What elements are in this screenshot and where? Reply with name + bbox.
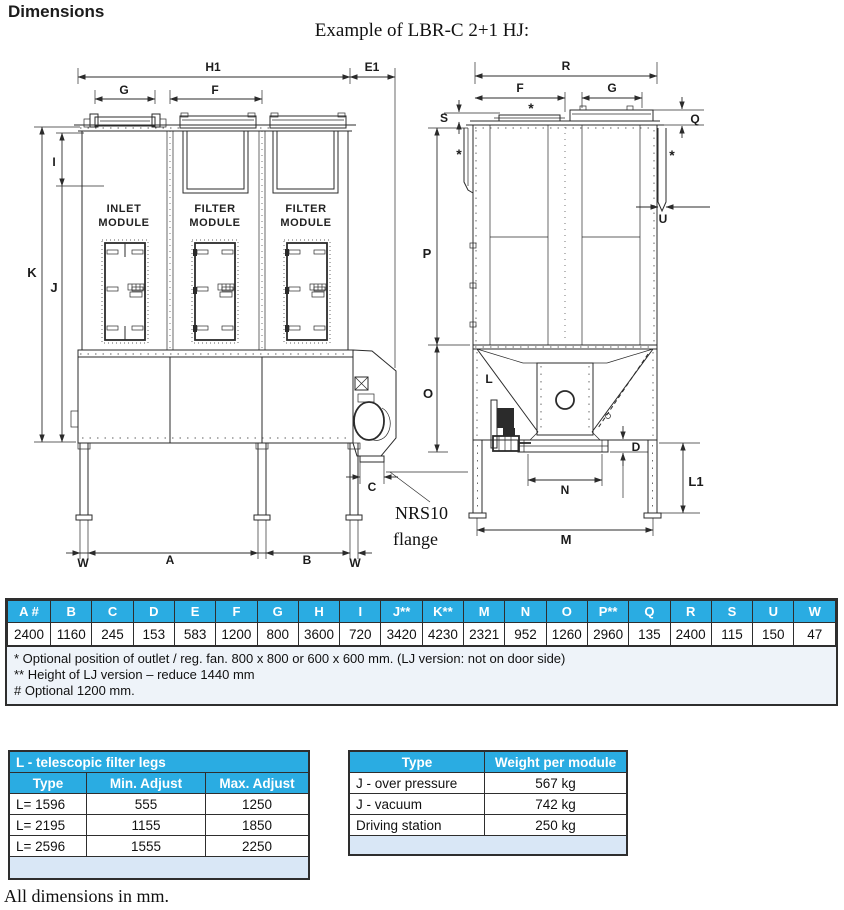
value-cell: 3420 (381, 623, 422, 646)
value-cell: Driving station (349, 815, 485, 836)
value-cell: 47 (794, 623, 836, 646)
table-row (9, 751, 309, 773)
col-header: Q (629, 601, 670, 623)
value-cell: 4230 (422, 623, 463, 646)
module-label-inlet-1: INLET (106, 203, 142, 215)
col-header: S (711, 601, 752, 623)
empty-cell (9, 857, 309, 880)
module-label-filter2-2: MODULE (280, 217, 332, 229)
value-cell: 1200 (216, 623, 257, 646)
value-cell: 1260 (546, 623, 587, 646)
col-header: E (174, 601, 215, 623)
dim-label-o: O (422, 386, 434, 401)
dim-label-f2: F (516, 81, 524, 95)
module-label-filter1-2: MODULE (189, 217, 241, 229)
value-cell: 2400 (8, 623, 51, 646)
value-cell: 1160 (51, 623, 92, 646)
col-header: Type (9, 773, 87, 794)
dim-label-d: D (631, 440, 641, 454)
dim-label-h1: H1 (205, 60, 221, 74)
col-header: H (298, 601, 339, 623)
value-cell: 1850 (206, 815, 310, 836)
value-cell: 115 (711, 623, 752, 646)
value-cell: 1250 (206, 794, 310, 815)
side-view (423, 59, 710, 547)
empty-cell (349, 836, 627, 856)
dim-label-c: C (367, 480, 377, 494)
col-header: G (257, 601, 298, 623)
side-view-dimensions (428, 62, 710, 536)
dim-label-g2: G (607, 81, 617, 95)
value-cell: 250 kg (485, 815, 628, 836)
value-cell: 2250 (206, 836, 310, 857)
nrs10-callout-line1: NRS10 (395, 503, 449, 523)
dim-label-l1: L1 (688, 474, 704, 489)
dim-label-l: L (485, 372, 493, 386)
col-header: C (92, 601, 133, 623)
side-view-labels (423, 59, 704, 547)
col-header: R (670, 601, 711, 623)
col-header: P** (587, 601, 628, 623)
col-header: M (464, 601, 505, 623)
col-header: Weight per module (485, 751, 628, 773)
value-cell: 150 (753, 623, 794, 646)
drive-unit (491, 400, 531, 451)
table-row (9, 773, 309, 794)
asterisk-left-flap: * (456, 146, 462, 162)
dim-label-r: R (561, 59, 571, 73)
front-view-dimensions (34, 68, 468, 559)
table-row (9, 857, 309, 880)
dim-label-u: U (658, 212, 668, 226)
value-cell: 800 (257, 623, 298, 646)
dim-label-k: K (27, 265, 37, 280)
side-view-structure (464, 106, 666, 518)
dim-label-a: A (165, 553, 175, 567)
table-row (349, 751, 627, 773)
dim-label-j: J (50, 280, 58, 295)
value-cell: L= 1596 (9, 794, 87, 815)
dim-label-b: B (302, 553, 312, 567)
value-cell: J - vacuum (349, 794, 485, 815)
value-cell: 952 (505, 623, 546, 646)
col-header: F (216, 601, 257, 623)
legs (76, 443, 362, 520)
dim-label-f: F (211, 83, 219, 97)
dimensions-table-block (5, 598, 838, 706)
door-module-3 (284, 240, 330, 343)
col-header: J** (381, 601, 422, 623)
value-cell: L= 2596 (9, 836, 87, 857)
telescopic-legs-table (8, 750, 310, 880)
door-module-2 (192, 240, 238, 343)
value-cell: 3600 (298, 623, 339, 646)
table-row (349, 794, 627, 815)
value-cell: 245 (92, 623, 133, 646)
front-view (27, 60, 468, 570)
value-cell: 742 kg (485, 794, 628, 815)
example-caption: Example of LBR-C 2+1 HJ: (314, 20, 530, 41)
dim-label-w-left: W (77, 556, 89, 570)
page-title: Dimensions (8, 2, 105, 21)
value-cell: 720 (340, 623, 381, 646)
value-cell: 2960 (587, 623, 628, 646)
dimensions-header-row (8, 601, 836, 623)
nrs10-callout-line2: flange (393, 529, 438, 549)
col-header: D (133, 601, 174, 623)
weight-table (348, 750, 628, 856)
col-header: B (51, 601, 92, 623)
value-cell: 1155 (87, 815, 206, 836)
table-row (9, 794, 309, 815)
footnote: * Optional position of outlet / reg. fan. 800 x 800 or 600 x 600 mm. (LJ version: not on door side) (14, 651, 566, 666)
col-header: A # (8, 601, 51, 623)
table-row (9, 836, 309, 857)
table-row (9, 815, 309, 836)
value-cell: 153 (133, 623, 174, 646)
dim-label-e1: E1 (364, 60, 380, 74)
col-header: U (753, 601, 794, 623)
dim-label-p: P (422, 246, 432, 261)
front-view-structure (71, 113, 396, 520)
door-module-1 (102, 240, 148, 343)
asterisk-right-flap: * (669, 147, 675, 163)
dim-label-m: M (560, 532, 572, 547)
value-cell: 135 (629, 623, 670, 646)
dim-label-q: Q (690, 112, 700, 126)
dimensions-value-row (8, 623, 836, 646)
technical-drawing (0, 42, 844, 590)
table-row (349, 836, 627, 856)
col-header: W (794, 601, 836, 623)
fan-unit (353, 350, 396, 462)
col-header: K** (422, 601, 463, 623)
value-cell: 567 kg (485, 773, 628, 794)
module-label-filter2-1: FILTER (285, 203, 327, 215)
col-header: I (340, 601, 381, 623)
dimensions-note: All dimensions in mm. (4, 886, 170, 906)
value-cell: L= 2195 (9, 815, 87, 836)
module-label-filter1-1: FILTER (194, 203, 236, 215)
dimensions-table (7, 600, 836, 646)
value-cell: 2321 (464, 623, 505, 646)
col-header: N (505, 601, 546, 623)
col-header: Type (349, 751, 485, 773)
table-row (349, 773, 627, 794)
footnote: # Optional 1200 mm. (14, 683, 135, 698)
table-row (349, 815, 627, 836)
value-cell: 583 (174, 623, 215, 646)
value-cell: 1555 (87, 836, 206, 857)
table-footnotes (7, 646, 836, 704)
value-cell: 2400 (670, 623, 711, 646)
asterisk-roof: * (528, 100, 534, 116)
value-cell: 555 (87, 794, 206, 815)
footnote: ** Height of LJ version – reduce 1440 mm (14, 667, 255, 682)
dim-label-i: I (52, 155, 56, 169)
dim-label-n: N (560, 483, 570, 497)
dim-label-s: S (439, 111, 449, 125)
dim-label-w-right: W (349, 556, 361, 570)
value-cell: J - over pressure (349, 773, 485, 794)
col-header: O (546, 601, 587, 623)
col-header: Min. Adjust (87, 773, 206, 794)
legs-table-title: L - telescopic filter legs (9, 751, 309, 773)
dim-label-g: G (119, 83, 129, 97)
module-label-inlet-2: MODULE (98, 217, 150, 229)
col-header: Max. Adjust (206, 773, 310, 794)
